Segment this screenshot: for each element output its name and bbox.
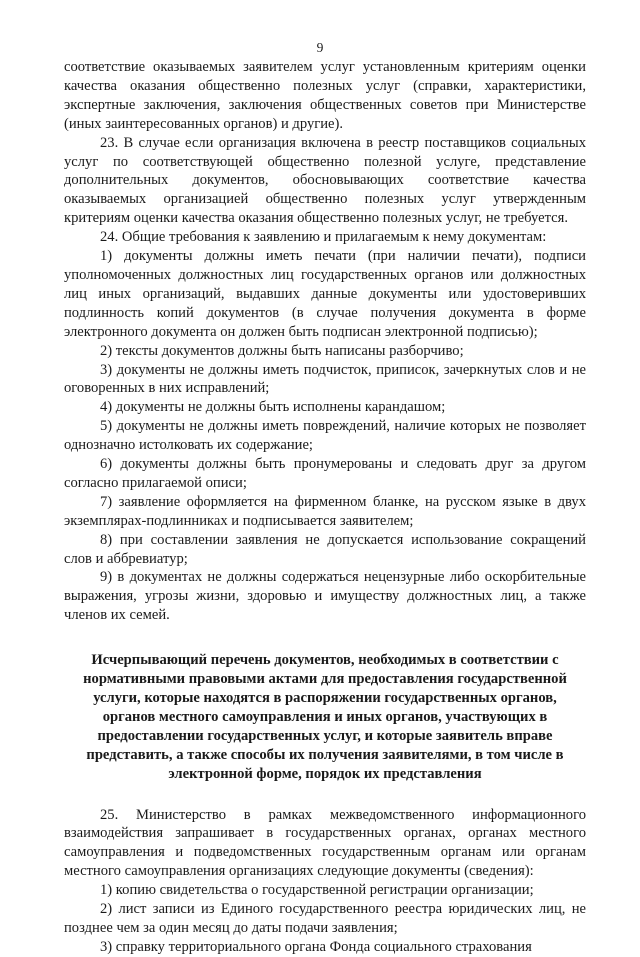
list-item: 3) справку территориального органа Фонда социального страхования — [100, 938, 532, 955]
list-item: 4) документы не должны быть исполнены карандашом; — [100, 399, 446, 416]
paragraph: 23. В случае если организация включена в реестр поставщиков социальных услуг по соответствующей общественно полезной услуге, представление дополнительных документов, обосновывающих соответствие качества оказываемых организацией общественно полезных услуг утвержденным критериям оценки качества оказания общественно полезных услуг, не требуется. — [64, 134, 586, 227]
list-item: 6) документы должны быть пронумерованы и следовать друг за другом согласно прилагаемой описи; — [64, 456, 586, 491]
paragraph: 24. Общие требования к заявлению и прилагаемым к нему документам: — [100, 229, 547, 246]
list-item: 1) копию свидетельства о государственной регистрации организации; — [100, 882, 534, 899]
list-item: 2) лист записи из Единого государственного реестра юридических лиц, не позднее чем за один месяц до даты подачи заявления; — [64, 901, 586, 936]
list-item: 9) в документах не должны содержаться нецензурные либо оскорбительные выражения, угрозы жизни, здоровью и имуществу должностных лиц, а также членов их семей. — [64, 569, 586, 624]
section-heading: Исчерпывающий перечень документов, необходимых в соответствии с нормативными правовыми актами для предоставления государственной услуги, которые находятся в распоряжении государственных органов, органов местного самоуправления и иных органов, участвующих в предоставлении государственных услуг, и которые заявитель вправе представить, а также способы их получения заявителями, в том числе в электронной форме, порядок их представления — [83, 652, 567, 782]
paragraph: 25. Министерство в рамках межведомственного информационного взаимодействия запрашивает в государственных органах, органах местного самоуправления и подведомственных государственным органам или органам местного самоуправления организациях следующие документы (сведения): — [64, 806, 586, 880]
section-text-after — [64, 806, 586, 957]
paragraph: соответствие оказываемых заявителем услуг установленным критериям оценки качества оказания общественно полезных услуг (справки, характеристики, экспертные заключения, заключения общественных советов при Министерстве (иных заинтересованных органов) и другие). — [64, 59, 586, 132]
list-item: 2) тексты документов должны быть написаны разборчиво; — [100, 342, 464, 359]
list-item: 1) документы должны иметь печати (при наличии печати), подписи уполномоченных должностных лиц государственных органов или должностных лиц иных организаций, выдавших данные документы или удостоверивших подлинность копий документов (в случае получения документа в форме электронного документа он должен быть подписан электронной подписью); — [64, 248, 586, 340]
list-item: 5) документы не должны иметь повреждений, наличие которых не позволяет однозначно истолковать их содержание; — [64, 418, 586, 454]
list-item: 3) документы не должны иметь подчисток, приписок, зачеркнутых слов и не оговоренных в них исправлений; — [64, 361, 586, 397]
section-text-before — [64, 58, 586, 625]
page-number: 9 — [316, 40, 324, 55]
document-body — [64, 58, 586, 957]
list-item: 8) при составлении заявления не допускается использование сокращений слов и аббревиатур; — [64, 531, 586, 567]
list-item: 7) заявление оформляется на фирменном бланке, на русском языке в двух экземплярах-подлинниках и подписывается заявителем; — [64, 493, 586, 529]
